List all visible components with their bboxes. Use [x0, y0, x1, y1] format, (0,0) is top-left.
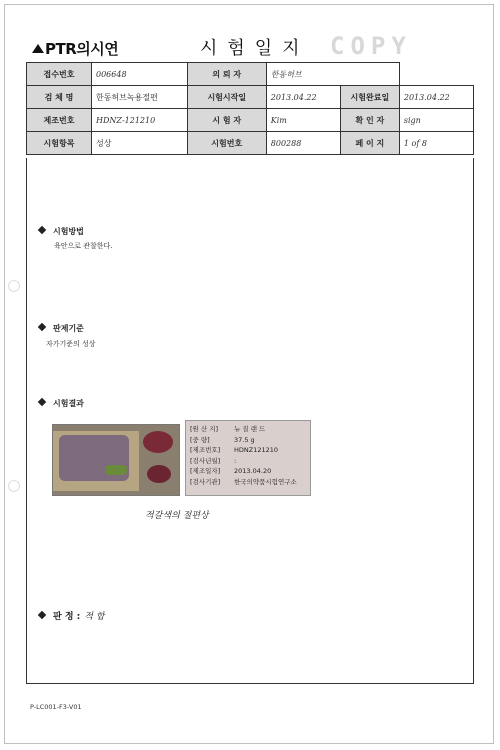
- table-row: [27, 132, 474, 155]
- table-cell-value: 2013.04.22: [399, 86, 473, 109]
- criteria-text: 자가기준의 성상: [46, 340, 96, 348]
- diamond-bullet-icon: [38, 398, 46, 406]
- logo-mark-icon: [32, 44, 44, 53]
- table-cell-label: 시험항목: [27, 132, 92, 155]
- result-caption: 적갈색의 절편상: [145, 511, 209, 521]
- diamond-bullet-icon: [38, 323, 46, 331]
- label-row: [원 산 지] 뉴 질 랜 드: [190, 425, 266, 433]
- table-cell-value: 한동허브: [266, 63, 399, 86]
- table-cell-label: 시험완료일: [340, 86, 399, 109]
- table-row: [27, 86, 474, 109]
- table-cell-label: 접수번호: [27, 63, 92, 86]
- method-title: 시험방법: [39, 226, 84, 237]
- company-logo: PTR의시연: [32, 38, 118, 59]
- verdict: 판 정 : 적 합: [39, 609, 105, 622]
- label-row: [제조번호] HDNZ121210: [190, 446, 279, 455]
- copy-stamp: COPY: [330, 32, 412, 60]
- diamond-bullet-icon: [38, 611, 46, 619]
- diamond-bullet-icon: [38, 226, 46, 234]
- table-cell-value: Kim: [266, 109, 340, 132]
- table-cell-label: 시험시작일: [187, 86, 266, 109]
- binder-hole: [8, 280, 20, 292]
- table-cell-value: 한동허브녹용절편: [92, 86, 188, 109]
- table-cell-value: 1 of 8: [399, 132, 473, 155]
- table-cell-label: 시 험 자: [187, 109, 266, 132]
- table-cell-value: 성상: [92, 132, 188, 155]
- table-cell-label: 확 인 자: [340, 109, 399, 132]
- table-cell-value: 2013.04.22: [266, 86, 340, 109]
- sample-photo: [52, 424, 180, 496]
- table-cell-value: sign: [399, 109, 473, 132]
- label-row: [중 량] 37.5 g: [190, 435, 255, 444]
- table-cell-label: 시험번호: [187, 132, 266, 155]
- binder-hole: [8, 480, 20, 492]
- product-label-photo: [185, 420, 311, 496]
- table-cell-value: HDNZ-121210: [92, 109, 188, 132]
- info-table: [26, 62, 474, 155]
- label-row: [검사기관] 한국의약품시험연구소: [190, 477, 297, 486]
- table-row: [27, 109, 474, 132]
- form-code: P-LC001-F3-V01: [30, 703, 82, 711]
- result-title: 시험결과: [39, 398, 84, 409]
- method-text: 육안으로 관찰한다.: [54, 242, 113, 250]
- table-cell-label: 페 이 지: [340, 132, 399, 155]
- document-title: 시험일지: [200, 38, 310, 59]
- table-cell-label: 검 체 명: [27, 86, 92, 109]
- table-cell-value: 800288: [266, 132, 340, 155]
- label-row: [제조일자] 2013.04.20: [190, 467, 272, 476]
- label-row: [검사년월] :: [190, 456, 237, 465]
- table-cell-value: 006648: [92, 63, 188, 86]
- verdict-value: 적 합: [84, 612, 105, 622]
- criteria-title: 판제기준: [39, 323, 84, 334]
- table-row: [27, 63, 474, 86]
- table-cell-label: 제조번호: [27, 109, 92, 132]
- table-cell-label: 의 뢰 자: [187, 63, 266, 86]
